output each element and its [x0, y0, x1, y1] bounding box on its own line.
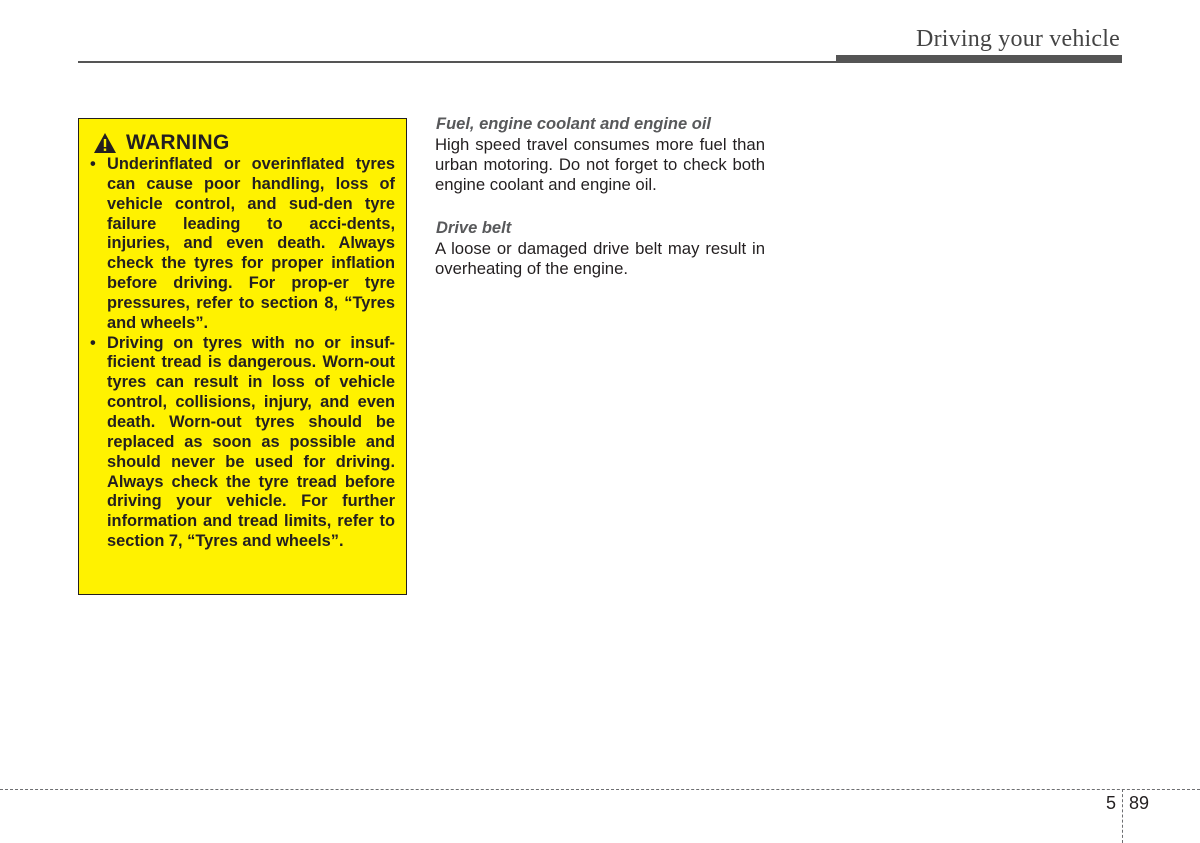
- section-drive-belt: [435, 217, 765, 279]
- warning-header: [89, 131, 395, 155]
- section-heading: Drive belt: [436, 219, 512, 237]
- warning-triangle-icon: [93, 132, 117, 154]
- chapter-number: 5: [1106, 793, 1117, 813]
- footer-page-divider: [1122, 789, 1123, 843]
- warning-item-inflation: • Underinflated or overinflated tyres can cause poor handling, loss of vehicle control, and sud-den tyre failure leading to acci-dents, injuries, and even death. Always check the tyres for proper inflation before driving. For prop-er tyre pressures, refer to section 8, “Tyres and wheels”.: [89, 155, 395, 334]
- footer-divider: [0, 789, 1200, 790]
- warning-item-tread: • Driving on tyres with no or insuf-ficient tread is dangerous. Worn-out tyres can result in loss of vehicle control, collisions, injury, and even death. Worn-out tyres should be replaced as soon as possible and should never be used for driving. Always check the tyre tread before driving your vehicle. For further information and tread limits, refer to section 7, “Tyres and wheels”.: [89, 334, 395, 552]
- page-number: 89: [1129, 793, 1150, 813]
- content-column: [435, 113, 765, 279]
- section-body: High speed travel consumes more fuel than urban motoring. Do not forget to check both engine coolant and engine oil.: [435, 135, 765, 194]
- warning-box: [78, 118, 407, 595]
- warning-list: [89, 155, 395, 552]
- warning-title: WARNING: [126, 131, 230, 154]
- section-heading: Fuel, engine coolant and engine oil: [436, 115, 712, 133]
- header-rule-accent: [836, 55, 1122, 63]
- section-fuel: [435, 113, 765, 195]
- header-rule: [78, 61, 838, 63]
- page-header-title: Driving your vehicle: [916, 26, 1120, 52]
- section-body: A loose or damaged drive belt may result in overheating of the engine.: [435, 239, 765, 278]
